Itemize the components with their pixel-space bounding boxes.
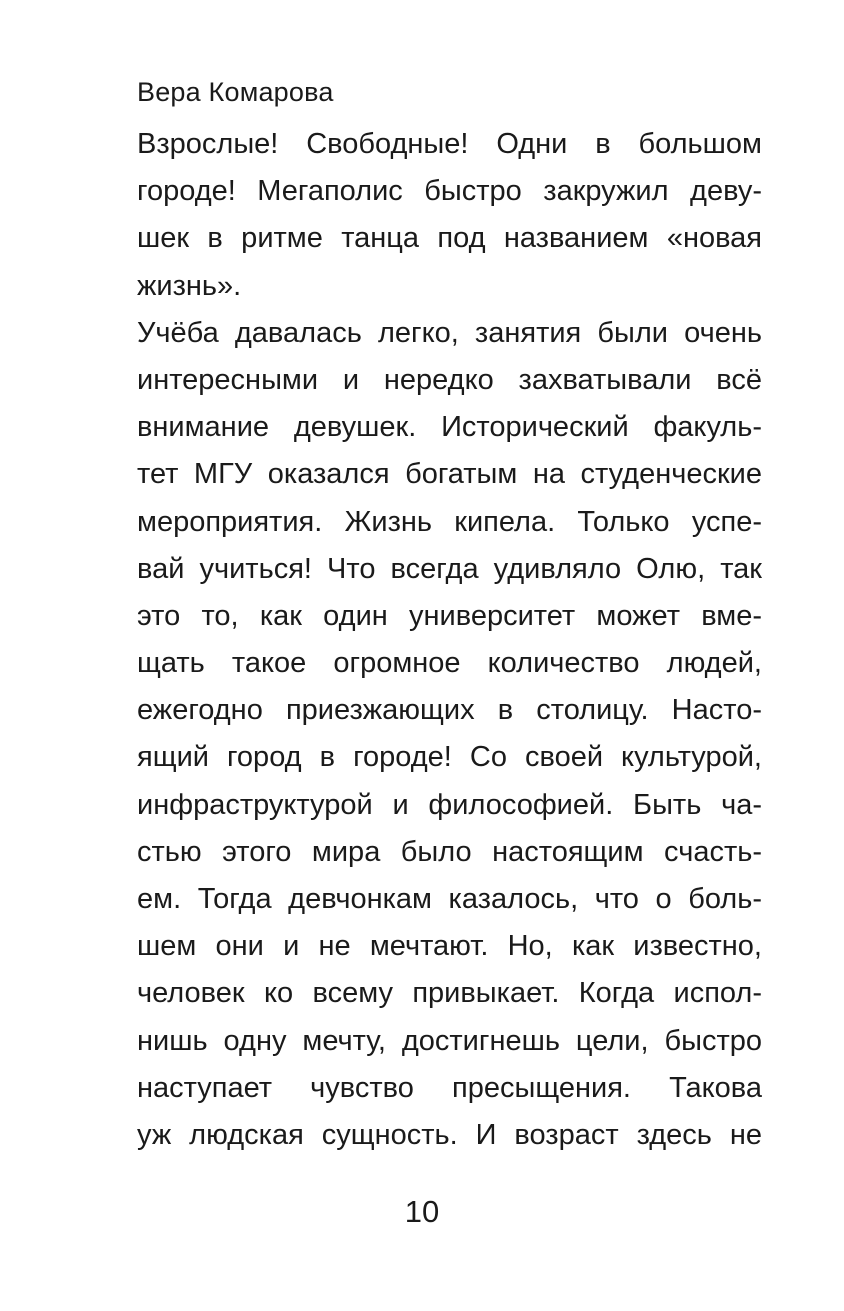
text-line: мероприятия. Жизнь кипела. Только успе- xyxy=(137,505,762,538)
text-line: вай учиться! Что всегда удивляло Олю, так xyxy=(137,552,762,585)
text-line: нишь одну мечту, достигнешь цели, быстро xyxy=(137,1024,762,1057)
text-line: ящий город в городе! Со своей культурой, xyxy=(137,741,762,774)
text-line: шем они и не мечтают. Но, как известно, xyxy=(137,930,762,963)
text-line: человек ко всему привыкает. Когда испол- xyxy=(137,977,762,1010)
page-number: 10 xyxy=(404,1194,440,1229)
text-line: внимание девушек. Исторический факуль- xyxy=(137,411,762,444)
text-line: ем. Тогда девчонкам казалось, что о боль- xyxy=(137,883,762,915)
text-line: уж людская сущность. И возраст здесь не xyxy=(137,1118,762,1151)
body-text xyxy=(137,121,762,1159)
text-line: Учёба давалась легко, занятия были очень xyxy=(137,316,762,349)
text-line: жизнь». xyxy=(137,269,242,302)
text-line: шек в ритме танца под названием «новая xyxy=(137,222,762,255)
text-line: интересными и нередко захватывали всё xyxy=(137,363,762,396)
text-line: Взрослые! Свободные! Одни в большом xyxy=(137,128,762,160)
text-line: инфраструктурой и философией. Быть ча- xyxy=(137,788,762,821)
text-line: стью этого мира было настоящим счасть- xyxy=(137,835,762,868)
text-line: тет МГУ оказался богатым на студенческие xyxy=(137,458,762,491)
text-line: это то, как один университет может вме- xyxy=(137,599,762,632)
text-line: щать такое огромное количество людей, xyxy=(137,647,762,680)
text-line: наступает чувство пресыщения. Такова xyxy=(137,1071,762,1104)
text-line: ежегодно приезжающих в столицу. Насто- xyxy=(137,694,762,727)
running-header-author: Вера Комарова xyxy=(137,77,334,107)
text-line: городе! Мегаполис быстро закружил деву- xyxy=(137,175,762,208)
